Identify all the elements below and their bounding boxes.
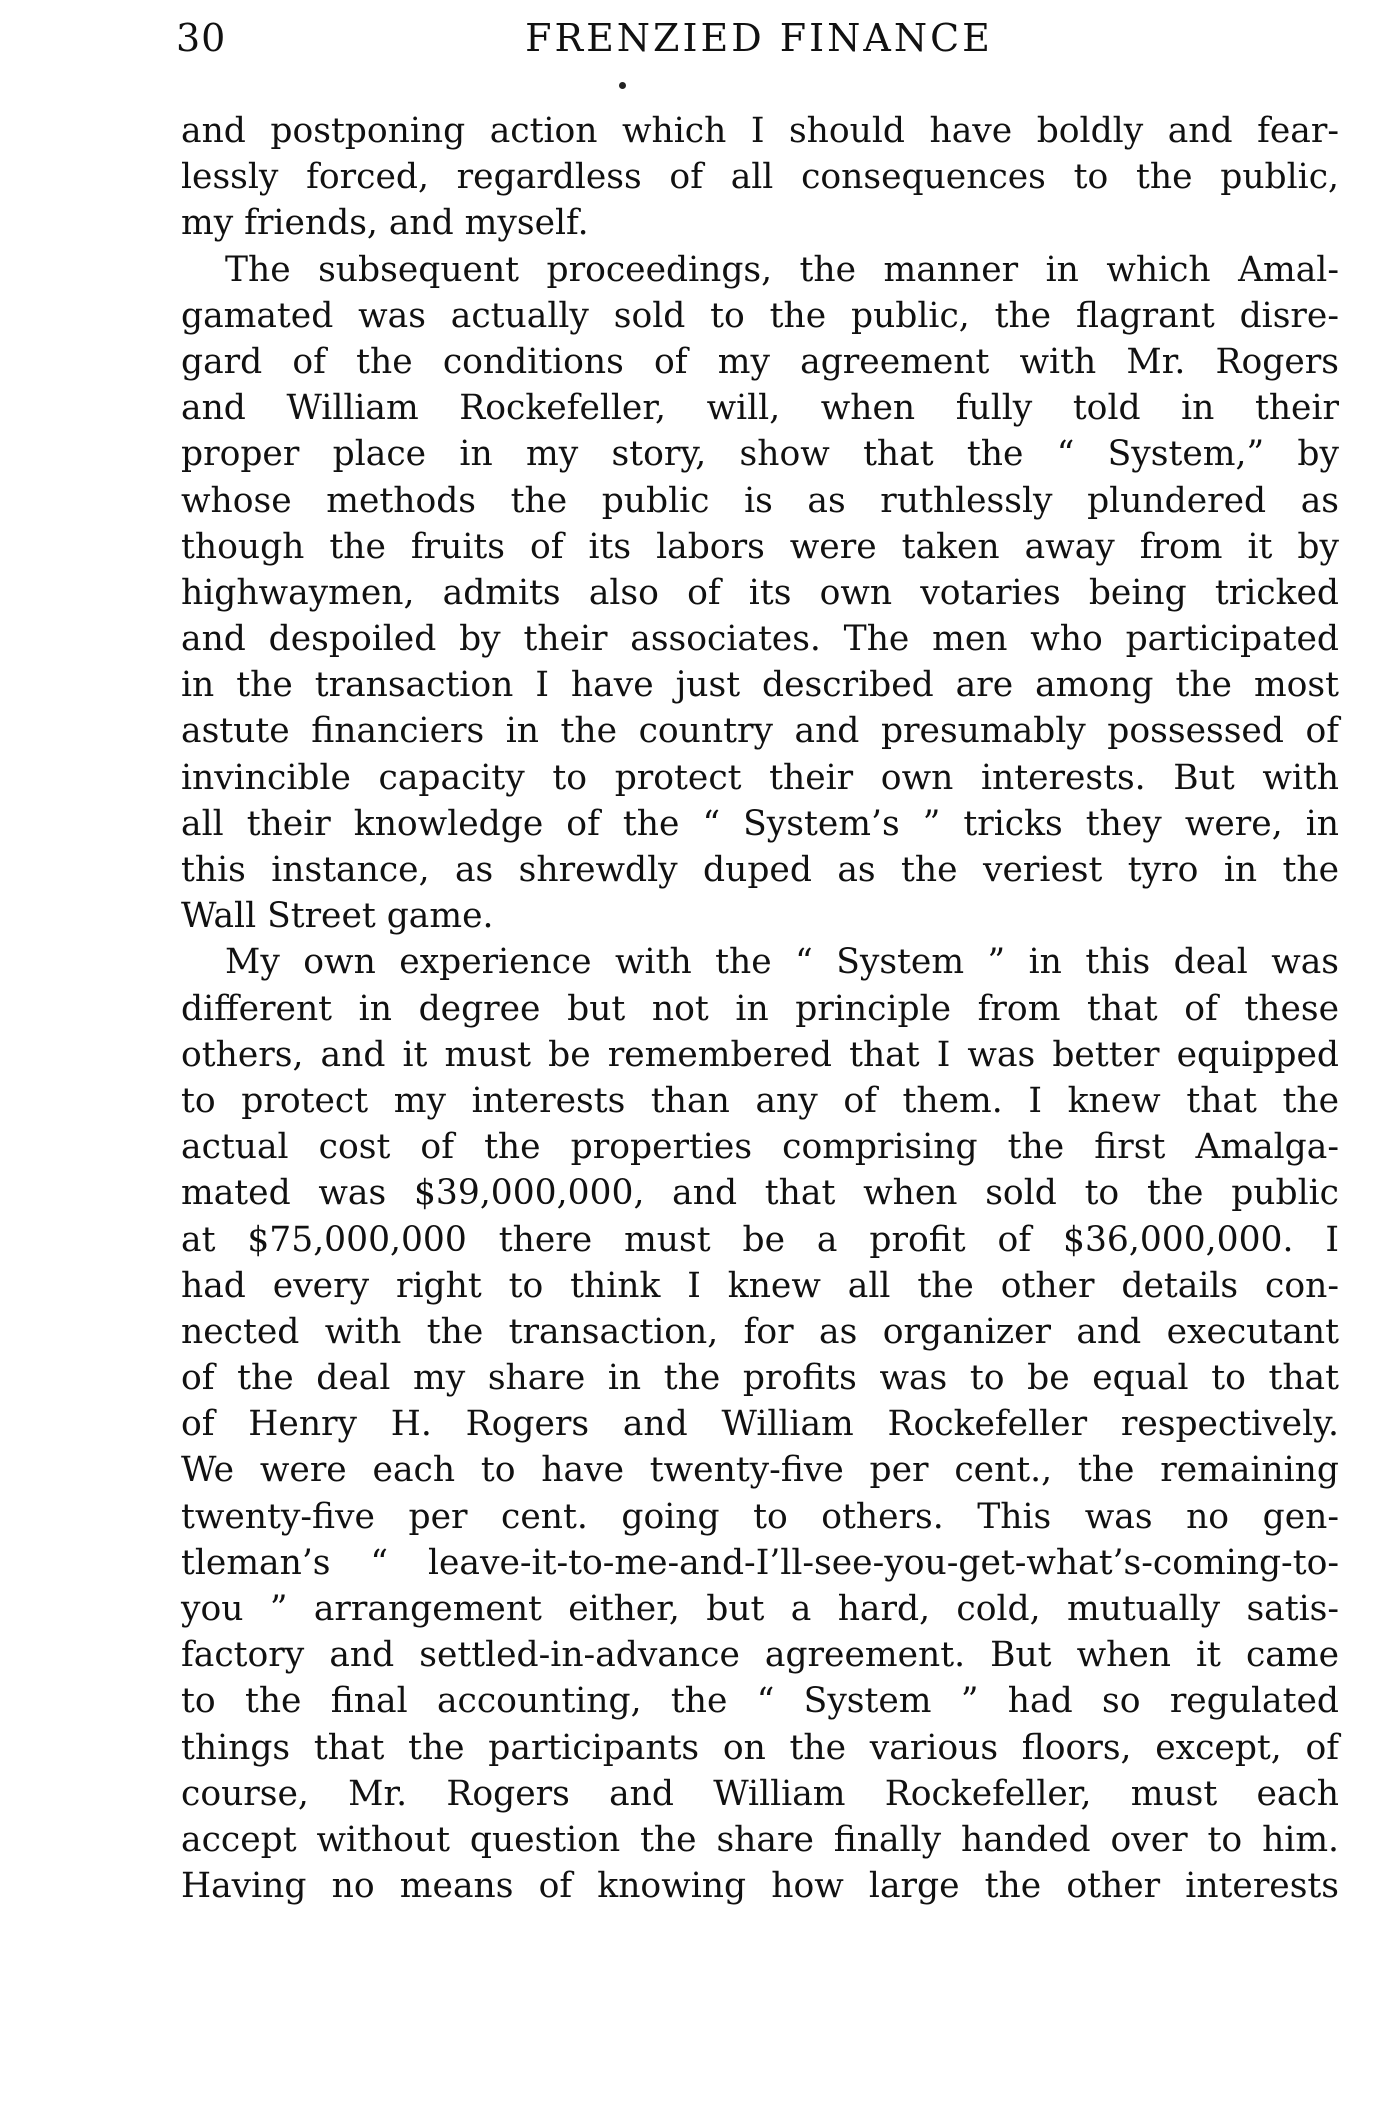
text-line: astute financiers in the country and presumably possessed of xyxy=(181,711,1339,752)
text-line: and William Rockefeller, will, when fully told in their xyxy=(181,388,1339,429)
text-line: different in degree but not in principle from that of these xyxy=(181,988,1339,1029)
text-line: in the transaction I have just described are among the most xyxy=(181,665,1339,706)
ornament-dot xyxy=(619,82,626,89)
text-line: and postponing action which I should have boldly and fear- xyxy=(181,111,1339,151)
text-line: my friends, and myself. xyxy=(181,203,589,244)
text-line: Wall Street game. xyxy=(181,896,494,937)
text-line: to the final accounting, the “ System ” had so regulated xyxy=(181,1681,1339,1722)
page-number: 30 xyxy=(176,16,227,60)
body-text xyxy=(181,108,1339,1909)
text-line: this instance, as shrewdly duped as the veriest tyro in the xyxy=(181,850,1339,890)
page-header xyxy=(176,10,1342,70)
text-line: accept without question the share finally handed over to him. xyxy=(181,1819,1339,1860)
text-line: though the fruits of its labors were taken away from it by xyxy=(181,526,1339,567)
text-line: gard of the conditions of my agreement with Mr. Rogers xyxy=(181,341,1339,382)
text-line: at $75,000,000 there must be a profit of $36,000,000. I xyxy=(181,1219,1339,1260)
text-line: of the deal my share in the profits was to be equal to that xyxy=(181,1358,1339,1399)
text-line: whose methods the public is as ruthlessly plundered as xyxy=(181,480,1339,521)
text-line: all their knowledge of the “ System’s ” tricks they were, in xyxy=(181,803,1339,844)
text-line: things that the participants on the various floors, except, of xyxy=(181,1727,1339,1768)
text-line: tleman’s “ leave-it-to-me-and-I’ll-see-you-get-what’s-coming-to- xyxy=(181,1542,1339,1583)
text-line: We were each to have twenty-five per cent., the remaining xyxy=(181,1450,1339,1491)
text-line: of Henry H. Rogers and William Rockefeller respectively. xyxy=(181,1404,1339,1445)
text-line: invincible capacity to protect their own interests. But with xyxy=(181,757,1339,798)
text-line: you ” arrangement either, but a hard, cold, mutually satis- xyxy=(181,1589,1339,1629)
text-line: mated was $39,000,000, and that when sold to the public xyxy=(181,1173,1339,1214)
text-line: and despoiled by their associates. The men who participated xyxy=(181,619,1339,660)
text-line: others, and it must be remembered that I was better equipped xyxy=(181,1034,1339,1075)
text-line: The subsequent proceedings, the manner in which Amal- xyxy=(225,249,1339,290)
text-line: course, Mr. Rogers and William Rockefeller, must each xyxy=(181,1773,1339,1814)
text-line: factory and settled-in-advance agreement. But when it came xyxy=(181,1635,1339,1676)
text-line: actual cost of the properties comprising the first Amalga- xyxy=(181,1127,1339,1168)
text-line: Having no means of knowing how large the other interests xyxy=(181,1866,1339,1907)
text-line: highwaymen, admits also of its own votaries being tricked xyxy=(181,572,1339,613)
text-line: had every right to think I knew all the other details con- xyxy=(181,1265,1339,1306)
text-line: gamated was actually sold to the public, the flagrant disre- xyxy=(181,295,1339,336)
text-line: lessly forced, regardless of all consequences to the public, xyxy=(181,157,1339,198)
text-line: proper place in my story, show that the “ System,” by xyxy=(181,434,1339,475)
text-line: twenty-five per cent. going to others. This was no gen- xyxy=(181,1496,1339,1537)
text-line: to protect my interests than any of them. I knew that the xyxy=(181,1080,1339,1121)
text-line: nected with the transaction, for as organizer and executant xyxy=(181,1311,1339,1352)
text-line: My own experience with the “ System ” in this deal was xyxy=(225,942,1339,983)
running-head: FRENZIED FINANCE xyxy=(525,16,993,60)
